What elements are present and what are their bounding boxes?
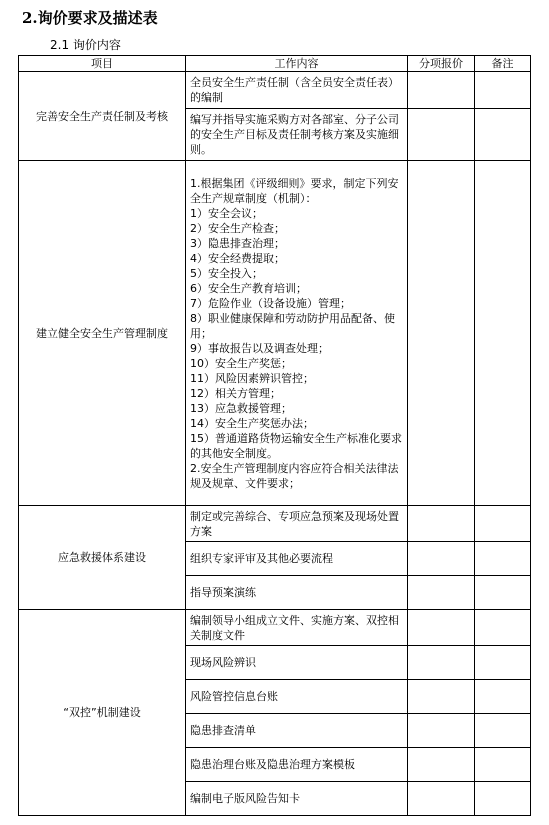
remark-cell[interactable] <box>475 109 531 161</box>
quote-cell[interactable] <box>408 506 475 542</box>
work-line: 8）职业健康保障和劳动防护用品配备、使用； <box>190 311 395 340</box>
quote-cell[interactable] <box>408 680 475 714</box>
work-line: 编写并指导实施采购方对各部室、分子公司的安全生产目标及责任制考核方案及实施细则。 <box>190 113 399 156</box>
header-quote: 分项报价 <box>408 56 475 72</box>
work-line: 15）普通道路货物运输安全生产标准化要求的其他安全制度。 <box>190 431 402 460</box>
work-line: 全员安全生产责任制（含全员安全责任表）的编制 <box>190 76 399 104</box>
work-content-cell <box>186 109 408 161</box>
work-line: 6）安全生产教育培训； <box>190 281 307 295</box>
remark-cell[interactable] <box>475 680 531 714</box>
work-content-cell <box>186 72 408 109</box>
quote-cell[interactable] <box>408 161 475 506</box>
quote-cell[interactable] <box>408 782 475 816</box>
work-line: 1）安全会议； <box>190 206 263 220</box>
table-row <box>19 506 531 542</box>
work-line: 3）隐患排查治理； <box>190 236 285 250</box>
work-content-cell <box>186 576 408 610</box>
quote-cell[interactable] <box>408 542 475 576</box>
header-item: 项目 <box>19 56 186 72</box>
table-row <box>19 610 531 646</box>
work-content-cell <box>186 748 408 782</box>
quote-cell[interactable] <box>408 576 475 610</box>
work-line: 12）相关方管理； <box>190 386 281 400</box>
remark-cell[interactable] <box>475 714 531 748</box>
remark-cell[interactable] <box>475 72 531 109</box>
inquiry-table <box>18 55 531 816</box>
table-row <box>19 72 531 109</box>
work-content-cell <box>186 161 408 506</box>
work-line: 指导预案演练 <box>190 586 256 599</box>
work-content-cell <box>186 542 408 576</box>
quote-cell[interactable] <box>408 72 475 109</box>
remark-cell[interactable] <box>475 576 531 610</box>
work-content-cell <box>186 714 408 748</box>
work-line: 现场风险辨识 <box>190 656 256 669</box>
work-content-cell <box>186 782 408 816</box>
quote-cell[interactable] <box>408 748 475 782</box>
remark-cell[interactable] <box>475 610 531 646</box>
work-line: 14）安全生产奖惩办法； <box>190 416 314 430</box>
work-line: 5）安全投入； <box>190 266 263 280</box>
work-line: 13）应急救援管理； <box>190 401 292 415</box>
section-subtitle: 2.1 询价内容 <box>50 38 121 52</box>
work-line: 编制领导小组成立文件、实施方案、双控相关制度文件 <box>190 613 399 642</box>
work-line: 2）安全生产检查； <box>190 221 285 235</box>
work-line: 2.安全生产管理制度内容应符合相关法律法规及规章、文件要求； <box>190 461 399 490</box>
table-header-row <box>19 56 531 72</box>
work-content-cell <box>186 506 408 542</box>
remark-cell[interactable] <box>475 646 531 680</box>
quote-cell[interactable] <box>408 610 475 646</box>
work-content-cell <box>186 610 408 646</box>
work-content-cell <box>186 680 408 714</box>
item-cell: 应急救援体系建设 <box>19 506 186 610</box>
work-line: 风险管控信息台账 <box>190 690 278 703</box>
work-line: 1.根据集团《评级细则》要求，制定下列安全生产规章制度（机制）： <box>190 176 399 205</box>
quote-cell[interactable] <box>408 714 475 748</box>
item-cell: 完善安全生产责任制及考核 <box>19 72 186 161</box>
work-line: 编制电子版风险告知卡 <box>190 792 300 805</box>
table-row <box>19 161 531 506</box>
work-line: 隐患治理台账及隐患治理方案模板 <box>190 758 355 771</box>
work-line: 11）风险因素辨识管控； <box>190 371 314 385</box>
document-title: 2.询价要求及描述表 <box>22 9 158 27</box>
remark-cell[interactable] <box>475 748 531 782</box>
remark-cell[interactable] <box>475 506 531 542</box>
item-cell: “双控”机制建设 <box>19 610 186 816</box>
quote-cell[interactable] <box>408 109 475 161</box>
work-line: 9）事故报告以及调查处理； <box>190 341 329 355</box>
work-line: 4）安全经费提取； <box>190 251 285 265</box>
header-work-content: 工作内容 <box>186 56 408 72</box>
work-line: 10）安全生产奖惩； <box>190 356 292 370</box>
work-line: 7）危险作业（设备设施）管理； <box>190 296 351 310</box>
remark-cell[interactable] <box>475 161 531 506</box>
remark-cell[interactable] <box>475 782 531 816</box>
work-line: 制定或完善综合、专项应急预案及现场处置方案 <box>190 509 399 538</box>
work-content-cell <box>186 646 408 680</box>
work-line: 隐患排查清单 <box>190 724 256 737</box>
item-cell: 建立健全安全生产管理制度 <box>19 161 186 506</box>
remark-cell[interactable] <box>475 542 531 576</box>
header-remark: 备注 <box>475 56 531 72</box>
work-line: 组织专家评审及其他必要流程 <box>190 552 333 565</box>
quote-cell[interactable] <box>408 646 475 680</box>
